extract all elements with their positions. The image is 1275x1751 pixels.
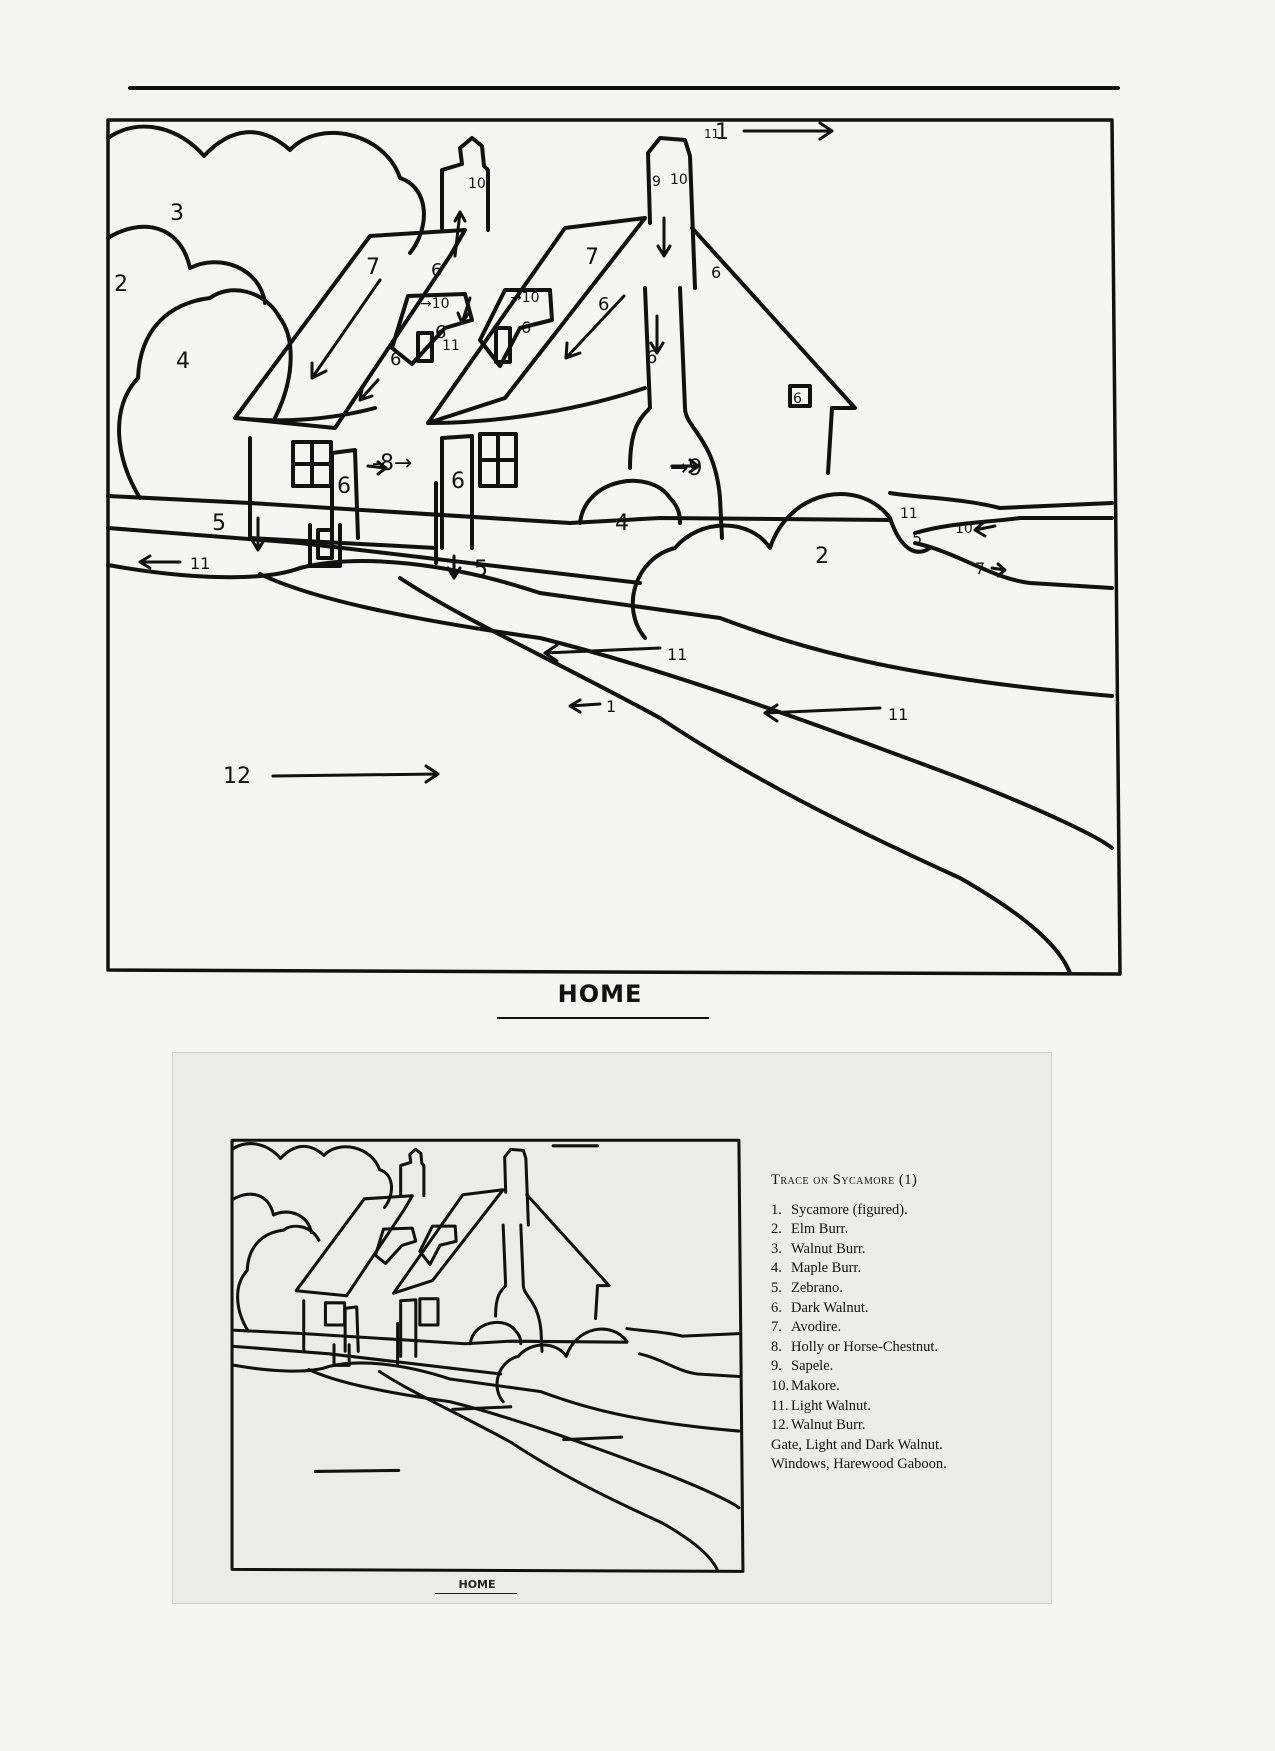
legend-text: Avodire. (791, 1319, 842, 1336)
legend-item (771, 1201, 1041, 1221)
legend-number: 5. (771, 1279, 782, 1296)
legend-text: Zebrano. (791, 1279, 843, 1296)
region-number: 7 (366, 255, 380, 280)
region-number: 6 (435, 322, 447, 343)
legend-number: 10. (771, 1377, 790, 1394)
region-number: 11 (190, 554, 211, 573)
small-cottage-drawing (228, 1115, 748, 1580)
path-lower-b (400, 578, 1070, 973)
legend-text: Sapele. (791, 1358, 834, 1375)
region-numbers (114, 120, 985, 789)
wood-legend (771, 1171, 1041, 1475)
region-number: 7 (585, 245, 599, 270)
region-number: -8→ (372, 451, 413, 476)
region-number: 6 (646, 347, 658, 368)
region-number: 12 (223, 764, 251, 789)
legend-title: Trace on Sycamore (1) (771, 1172, 918, 1188)
pasted-clipping (172, 1052, 1052, 1604)
legend-number: 7. (771, 1319, 782, 1336)
main-caption-underline (497, 1017, 709, 1019)
roof-right-eave (428, 388, 645, 423)
region-number: 6 (431, 260, 443, 281)
region-number: 4 (615, 511, 629, 536)
tree-4-outline (119, 290, 291, 498)
legend-item (771, 1357, 1041, 1377)
legend-number: 4. (771, 1260, 782, 1277)
legend-text: Light Walnut. (791, 1397, 871, 1414)
chimney-stack (680, 288, 722, 538)
legend-number: 2. (771, 1221, 782, 1238)
legend-item (771, 1220, 1041, 1240)
region-number: 1 (715, 120, 729, 145)
legend-text: Makore. (791, 1377, 840, 1394)
legend-text: Elm Burr. (791, 1221, 849, 1238)
region-number: →9 (670, 456, 703, 481)
region-number: 11 (667, 645, 688, 664)
region-number: 10 (670, 172, 688, 188)
region-number: 1 (606, 697, 617, 716)
region-number: 6 (711, 263, 722, 282)
region-number: 6 (451, 469, 465, 494)
region-number: 6 (337, 474, 351, 499)
region-number: 3 (170, 201, 184, 226)
legend-number: 8. (771, 1338, 782, 1355)
region-number: →10 (420, 296, 450, 312)
region-number: 7 (975, 559, 986, 578)
region-number: 4 (176, 349, 190, 374)
main-cottage-drawing (100, 78, 1130, 983)
region-number: 10 (468, 176, 486, 192)
region-number: 5 (474, 557, 488, 582)
small-drawing-outlines (232, 1140, 743, 1571)
legend-note: Windows, Harewood Gaboon. (771, 1456, 947, 1473)
region-number: 11 (704, 127, 720, 141)
region-number: 6 (598, 294, 610, 315)
hedge-right-bottom (915, 543, 1112, 588)
region-number: →10 (510, 290, 540, 306)
region-number: 2 (815, 544, 829, 569)
legend-number: 1. (771, 1201, 782, 1218)
region-number: 10 (955, 521, 973, 537)
region-number: 9 (652, 174, 661, 190)
legend-text: Dark Walnut. (791, 1299, 869, 1316)
legend-item (771, 1338, 1041, 1358)
main-caption: HOME (557, 980, 643, 1008)
legend-item (771, 1377, 1041, 1397)
region-number: 2 (114, 272, 128, 297)
region-number: 11 (442, 338, 460, 354)
region-number: 5 (912, 529, 923, 548)
chimney-right (648, 138, 695, 288)
legend-note: Gate, Light and Dark Walnut. (771, 1436, 943, 1453)
region-number: 6 (390, 349, 402, 370)
roof-left-eave (235, 408, 375, 420)
legend-item (771, 1416, 1041, 1436)
legend-text: Sycamore (figured). (791, 1201, 908, 1218)
legend-text: Walnut Burr. (791, 1240, 866, 1257)
legend-item (771, 1240, 1041, 1260)
legend-number: 11. (771, 1397, 789, 1414)
region-number: 6 (793, 391, 802, 407)
hedge-right-top (890, 493, 1112, 508)
legend-item (771, 1279, 1041, 1299)
legend-number: 12. (771, 1417, 790, 1434)
hedge-right-strip (915, 518, 1112, 533)
small-caption: HOME (458, 1578, 496, 1591)
region-number: 11 (888, 705, 909, 724)
legend-text: Holly or Horse-Chestnut. (791, 1338, 938, 1355)
legend-number: 9. (771, 1358, 782, 1375)
legend-text: Walnut Burr. (791, 1417, 866, 1434)
legend-item (771, 1299, 1041, 1319)
legend-number: 6. (771, 1299, 782, 1316)
region-number: 11 (900, 506, 918, 522)
direction-arrows (140, 123, 1005, 782)
legend-number: 3. (771, 1240, 782, 1257)
legend-item (771, 1397, 1041, 1417)
small-frame (232, 1140, 743, 1571)
legend-item (771, 1259, 1041, 1279)
small-caption-underline (435, 1593, 517, 1594)
region-number: 5 (212, 511, 226, 536)
legend-item (771, 1318, 1041, 1338)
chimney-stack-left (630, 288, 650, 468)
legend-text: Maple Burr. (791, 1260, 862, 1277)
region-number: 6 (521, 318, 532, 337)
